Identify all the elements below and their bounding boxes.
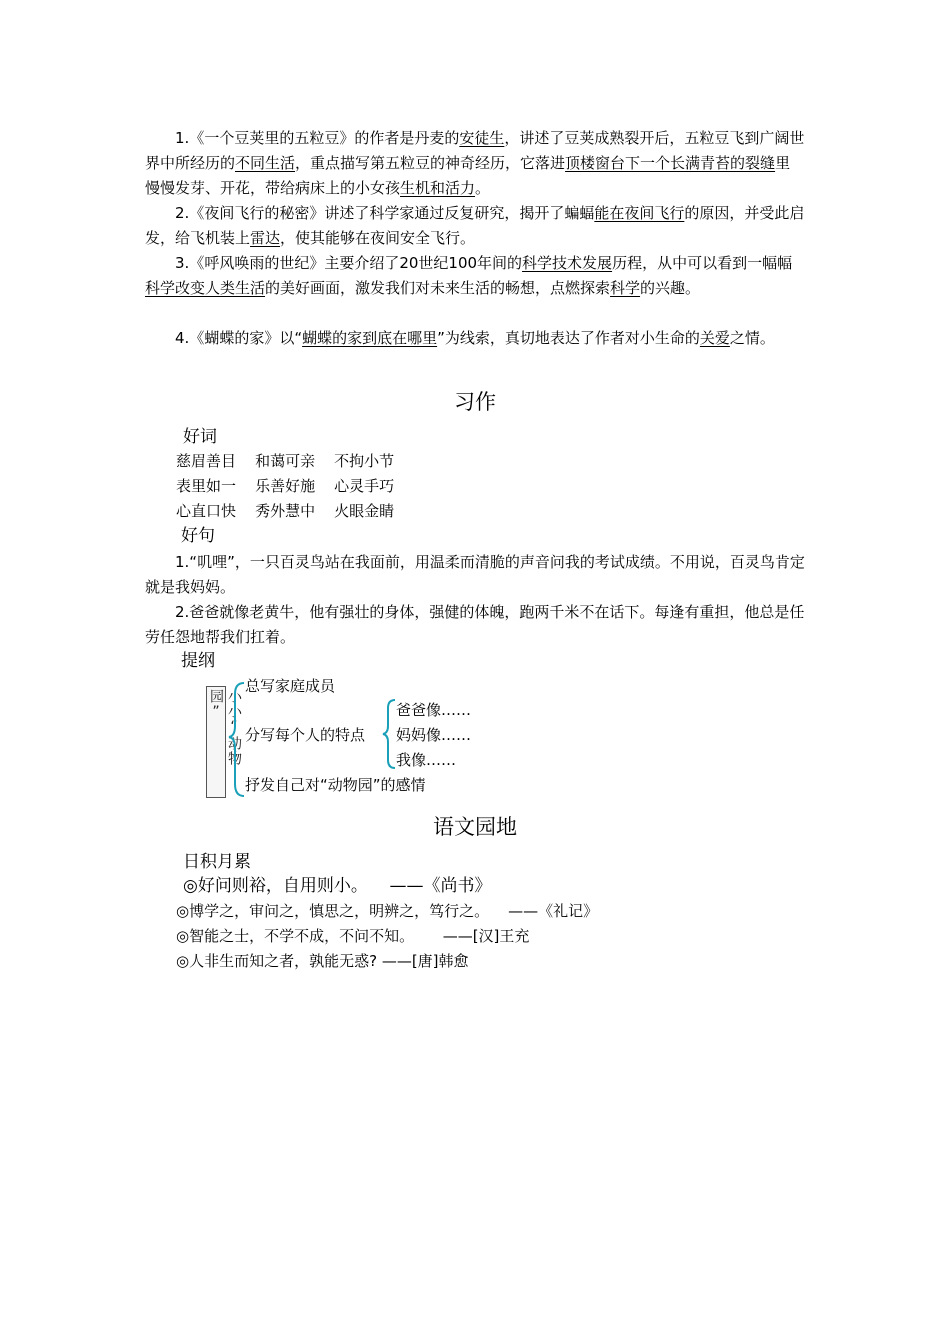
item-number: 4.: [175, 329, 190, 347]
body-text: 《蝴蝶的家》以“: [189, 329, 303, 347]
good-sentences-title: 好句: [181, 526, 215, 546]
outline-sub-branch: 我像……: [396, 751, 457, 769]
outline-sub-branch: 爸爸像……: [396, 701, 472, 719]
summary-item-2: [145, 201, 805, 251]
outline-title: 提纲: [181, 651, 215, 671]
summary-item-1: [145, 126, 805, 201]
summary-item-4: [145, 326, 805, 351]
outline-branch: 分写每个人的特点: [245, 726, 366, 744]
body-text: ，使其能够在夜间安全飞行。: [280, 229, 476, 247]
answer-text: 科学: [610, 279, 641, 297]
good-words-row: 表里如一 乐善好施 心灵手巧: [176, 477, 395, 495]
body-text: 历程，从中可以看到一幅幅: [612, 254, 793, 272]
body-text: 的原因，并受此启发，给飞机装上: [145, 204, 805, 247]
body-text: ，讲述了豆荚成熟裂开后，五粒豆飞到广阔世界中所经历的: [145, 129, 805, 172]
body-text: 的美好画面，激发我们对未来生活的畅想，点燃探索: [265, 279, 611, 297]
answer-text: 能在夜间飞行: [594, 204, 685, 222]
outline-root-text: 小小“动物园”: [208, 689, 242, 766]
quote-line: ◎博学之，审问之，慎思之，明辨之，笃行之。 ——《礼记》: [176, 902, 599, 920]
quote-line: ◎智能之士，不学不成，不问不知。 ——[汉]王充: [176, 927, 530, 945]
good-words-row: 慈眉善目 和蔼可亲 不拘小节: [176, 452, 395, 470]
answer-text: 关爱: [699, 329, 730, 347]
body-text: 之情。: [729, 329, 775, 347]
body-text: 《夜间飞行的秘密》讲述了科学家通过反复研究，揭开了蝙蝠: [189, 204, 595, 222]
section-heading-xizuo: 习作: [454, 390, 496, 414]
section-heading-yuwen: 语文园地: [433, 815, 517, 839]
answer-text: 不同生活: [235, 154, 296, 172]
body-text: 《一个豆荚里的五粒豆》的作者是丹麦的: [189, 129, 460, 147]
outline-sub-branch: 妈妈像……: [396, 726, 472, 744]
answer-text: 安徒生: [459, 129, 505, 147]
body-text: 。: [475, 179, 491, 197]
answer-text: 雷达: [250, 229, 281, 247]
good-words-row: 心直口快 秀外慧中 火眼金睛: [176, 502, 395, 520]
answer-text: 生机和活力: [400, 179, 476, 197]
item-number: 2.: [175, 204, 190, 222]
outline-root-label: [206, 686, 242, 798]
body-text: 里慢慢发芽、开花，带给病床上的小女孩: [145, 154, 791, 197]
answer-text: 顶楼窗台下一个长满青苔的裂缝: [565, 154, 776, 172]
quote-line: ◎人非生而知之者，孰能无惑? ——[唐]韩愈: [176, 952, 469, 970]
quote-line: ◎好问则裕，自用则小。 ——《尚书》: [183, 876, 492, 896]
good-words-title: 好词: [183, 427, 217, 447]
body-text: ”为线索，真切地表达了作者对小生命的: [437, 329, 700, 347]
body-text: 的兴趣。: [640, 279, 701, 297]
outline-branch: 抒发自己对“动物园”的感情: [245, 776, 426, 794]
body-text: ，重点描写第五粒豆的神奇经历，它落进: [295, 154, 566, 172]
outline-sub-brace: [381, 698, 397, 770]
answer-text: 蝴蝶的家到底在哪里: [302, 329, 438, 347]
good-sentence-2: 2.爸爸就像老黄牛，他有强壮的身体，强健的体魄，跑两千米不在话下。每逢有重担，他总是任劳任怨地帮我们扛着。: [145, 603, 805, 646]
outline-branch: 总写家庭成员: [245, 677, 336, 695]
daily-accumulation-title: 日积月累: [183, 852, 251, 872]
body-text: 《呼风唤雨的世纪》主要介绍了20世纪100年间的: [189, 254, 523, 272]
answer-text: 科学改变人类生活: [145, 279, 266, 297]
item-number: 3.: [175, 254, 190, 272]
answer-text: 科学技术发展: [522, 254, 613, 272]
summary-item-3: [145, 251, 805, 301]
good-sentence-1: 1.“叽哩”，一只百灵鸟站在我面前，用温柔而清脆的声音问我的考试成绩。不用说，百灵鸟肯定就是我妈妈。: [145, 553, 805, 596]
item-number: 1.: [175, 129, 190, 147]
